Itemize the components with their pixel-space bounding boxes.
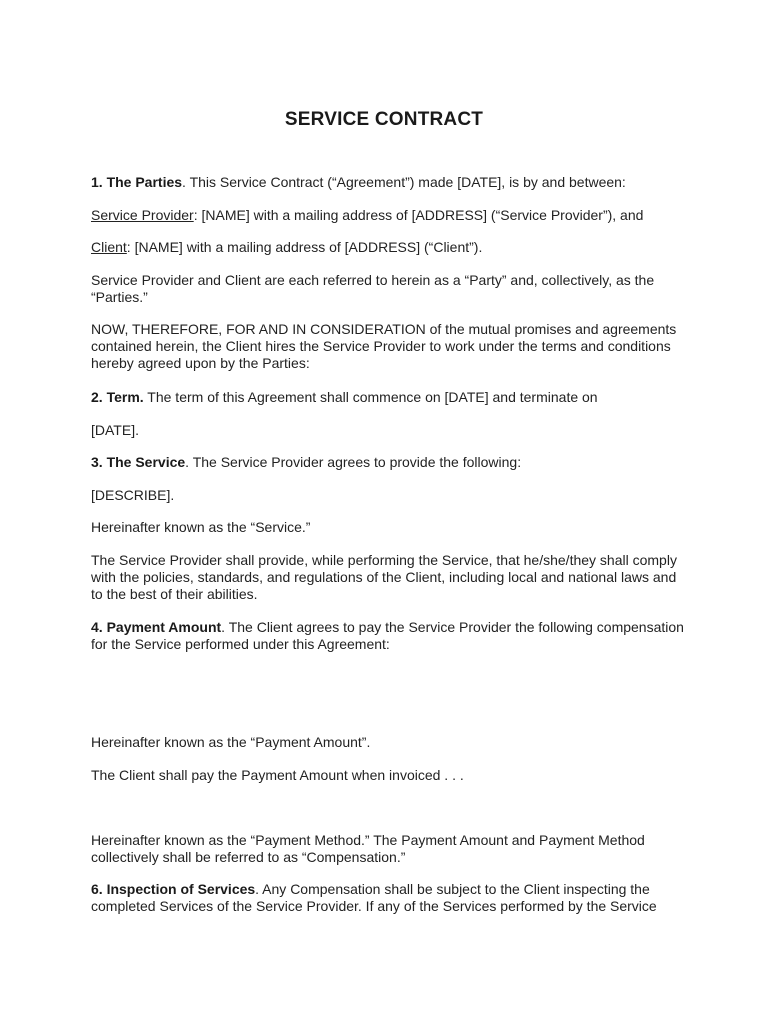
section-3-service bbox=[91, 454, 691, 471]
client-paragraph bbox=[91, 239, 691, 256]
section-6-heading: 6. Inspection of Services bbox=[91, 881, 256, 897]
section-4-heading: 4. Payment Amount bbox=[91, 619, 222, 635]
service-provider-label: Service Provider bbox=[91, 207, 194, 223]
payment-method-paragraph: Hereinafter known as the “Payment Method.” The Payment Amount and Payment Method collectively shall be referred to as “Compensation.” bbox=[91, 832, 645, 865]
section-3-heading: 3. The Service bbox=[91, 454, 186, 470]
service-compliance: The Service Provider shall provide, while performing the Service, that he/she/they shall comply with the policies, standards, and regulations of the Client, including local and national laws and to the best of their abilities. bbox=[91, 552, 677, 602]
term-end-date: [DATE]. bbox=[91, 422, 139, 438]
section-3-text: . The Service Provider agrees to provide the following: bbox=[185, 454, 522, 470]
payment-amount-known-as: Hereinafter known as the “Payment Amount”. bbox=[91, 734, 371, 750]
section-2-heading: 2. Term. bbox=[91, 389, 144, 405]
service-describe: [DESCRIBE]. bbox=[91, 487, 175, 503]
service-provider-paragraph bbox=[91, 207, 691, 224]
client-label: Client bbox=[91, 239, 127, 255]
parties-definition: Service Provider and Client are each referred to herein as a “Party” and, collectively, as the “Parties.” bbox=[91, 272, 655, 305]
section-1-heading: 1. The Parties bbox=[91, 174, 183, 190]
client-text: : [NAME] with a mailing address of [ADDRESS] (“Client”). bbox=[126, 239, 483, 255]
now-therefore-paragraph: NOW, THEREFORE, FOR AND IN CONSIDERATION of the mutual promises and agreements contained herein, the Client hires the Service Provider to work under the terms and conditions hereby agreed upon by the Parties: bbox=[91, 321, 677, 371]
section-4-text: . The Client agrees to pay the Service Provider the following compensation for the Service performed under this Agreement: bbox=[91, 619, 684, 652]
section-4-payment-amount bbox=[91, 619, 691, 653]
service-known-as: Hereinafter known as the “Service.” bbox=[91, 519, 311, 535]
payment-when-invoiced: The Client shall pay the Payment Amount when invoiced . . . bbox=[91, 767, 464, 783]
document-title: SERVICE CONTRACT bbox=[284, 109, 484, 130]
section-6-text: . Any Compensation shall be subject to the Client inspecting the completed Services of the Service Provider. If any of the Services performed by the Service bbox=[91, 881, 657, 914]
section-1-parties bbox=[91, 174, 691, 191]
section-2-text: The term of this Agreement shall commence on [DATE] and terminate on bbox=[143, 389, 598, 405]
section-2-term bbox=[91, 389, 691, 406]
service-provider-text: : [NAME] with a mailing address of [ADDRESS] (“Service Provider”), and bbox=[193, 207, 644, 223]
section-6-inspection bbox=[91, 881, 691, 915]
section-1-text: . This Service Contract (“Agreement”) made [DATE], is by and between: bbox=[182, 174, 626, 190]
